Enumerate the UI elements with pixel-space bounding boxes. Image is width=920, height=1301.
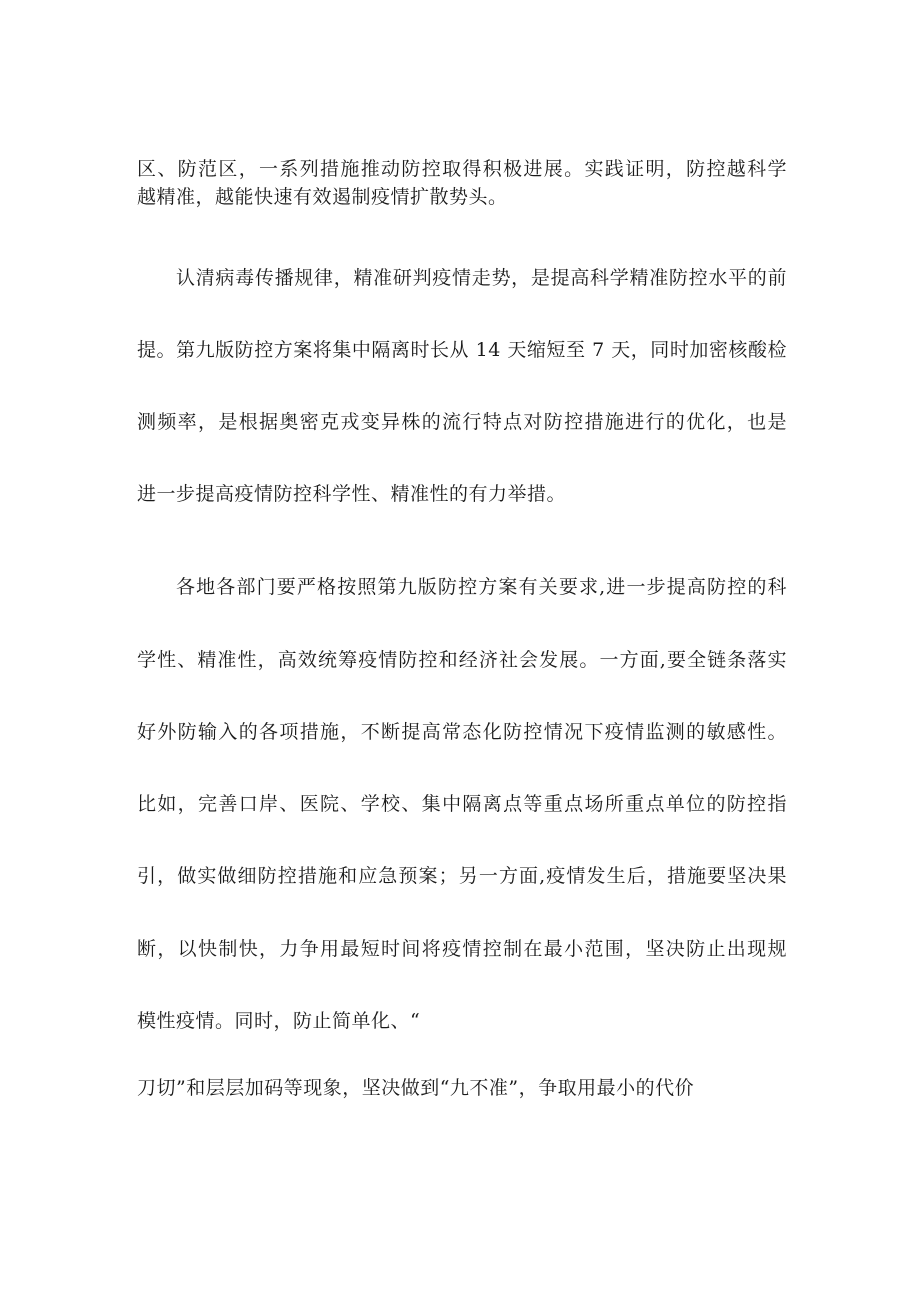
paragraph-3-line-7: 模性疫情。同时，防止简单化、“ — [137, 1010, 421, 1032]
paragraph-3-line-1: 各地各部门要严格按照第九版防控方案有关要求,进一步提高防控的科 — [176, 576, 787, 598]
paragraph-3-line-5: 引，做实做细防控措施和应急预案；另一方面,疫情发生后，措施要坚决果 — [137, 865, 787, 887]
paragraph-3-line-4: 比如，完善口岸、医院、学校、集中隔离点等重点场所重点单位的防控指 — [137, 793, 787, 815]
paragraph-2-line-1: 认清病毒传播规律，精准研判疫情走势，是提高科学精准防控水平的前 — [176, 267, 787, 289]
paragraph-3-line-6: 断，以快制快，力争用最短时间将疫情控制在最小范围，坚决防止出现规 — [137, 938, 787, 960]
paragraph-3-line-2: 学性、精准性，高效统筹疫情防控和经济社会发展。一方面,要全链条落实 — [137, 649, 787, 671]
paragraph-2-line-2: 提。第九版防控方案将集中隔离时长从 14 天缩短至 7 天，同时加密核酸检 — [137, 339, 787, 361]
paragraph-3-line-8: 刀切”和层层加码等现象，坚决做到“九不准”，争取用最小的代价 — [137, 1077, 695, 1099]
paragraph-1-line-1: 区、防范区，一系列措施推动防控取得积极进展。实践证明，防控越科学 — [137, 158, 787, 180]
paragraph-1-line-2: 越精准，越能快速有效遏制疫情扩散势头。 — [137, 186, 508, 208]
paragraph-2-line-3: 测频率，是根据奥密克戎变异株的流行特点对防控措施进行的优化，也是 — [137, 411, 787, 433]
paragraph-2-line-4: 进一步提高疫情防控科学性、精准性的有力举措。 — [137, 483, 567, 505]
paragraph-3-line-3: 好外防输入的各项措施，不断提高常态化防控情况下疫情监测的敏感性。 — [137, 721, 787, 743]
